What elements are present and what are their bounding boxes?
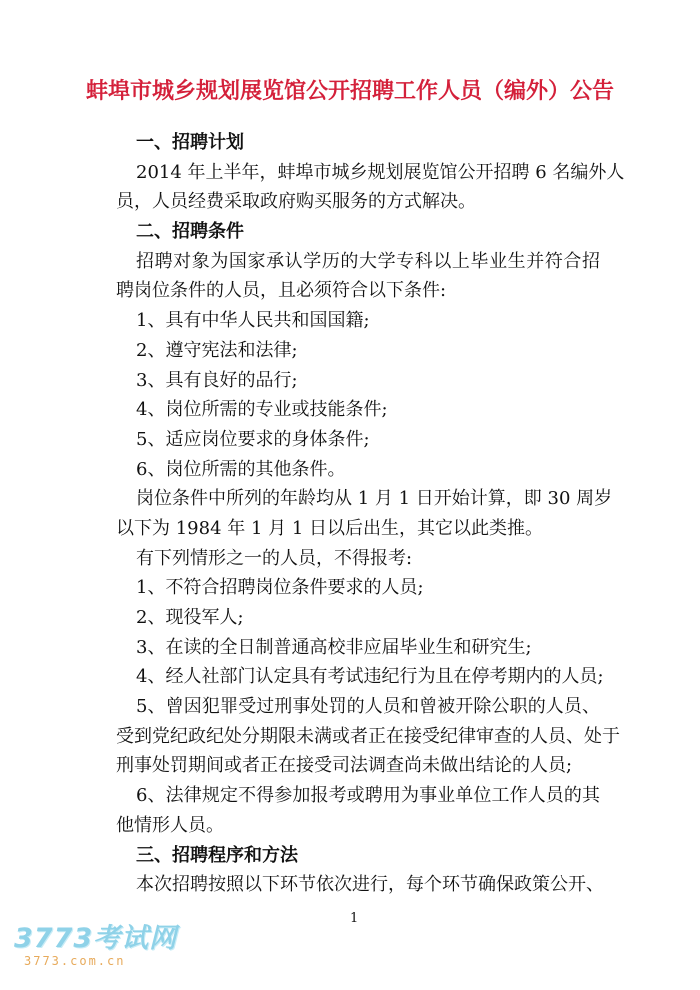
paragraph-line: 受到党纪政纪处分期限未满或者正在接受纪律审查的人员、处于 [116,725,620,747]
list-item: 5、曾因犯罪受过刑事处罚的人员和曾被开除公职的人员、 [136,696,600,718]
list-item: 6、岗位所需的其他条件。 [136,458,346,480]
list-item: 2、现役军人; [136,607,244,628]
paragraph-line: 聘岗位条件的人员，且必须符合以下条件: [116,280,447,302]
paragraph-line: 招聘对象为国家承认学历的大学专科以上毕业生并符合招 [136,250,600,272]
paragraph-line: 他情形人员。 [116,814,224,836]
list-item: 6、法律规定不得参加报考或聘用为事业单位工作人员的其 [136,785,600,807]
watermark-brand: 3773考试网 [14,923,178,954]
paragraph-line: 刑事处罚期间或者正在接受司法调查尚未做出结论的人员; [116,755,573,777]
section-heading-plan: 一、招聘计划 [136,132,244,153]
paragraph-line: 员，人员经费采取政府购买服务的方式解决。 [116,191,476,213]
list-item: 3、在读的全日制普通高校非应届毕业生和研究生; [136,636,532,658]
document-title: 蚌埠市城乡规划展览馆公开招聘工作人员（编外）公告 [85,79,614,104]
section-heading-conditions: 二、招聘条件 [136,221,244,243]
paragraph-line: 2014 年上半年，蚌埠市城乡规划展览馆公开招聘 6 名编外人 [136,161,625,183]
paragraph-line: 岗位条件中所列的年龄均从 1 月 1 日开始计算，即 30 周岁 [136,488,613,510]
paragraph-line: 有下列情形之一的人员，不得报考: [136,547,413,569]
list-item: 2、遵守宪法和法律; [136,339,298,361]
paragraph-line: 以下为 1984 年 1 月 1 日以后出生，其它以此类推。 [116,517,544,539]
list-item: 1、具有中华人民共和国国籍; [136,310,370,332]
section-heading-procedure: 三、招聘程序和方法 [136,844,298,866]
list-item: 3、具有良好的品行; [136,369,298,391]
document-body [116,128,625,900]
list-item: 5、适应岗位要求的身体条件; [136,428,370,450]
list-item: 4、岗位所需的专业或技能条件; [136,399,388,421]
list-item: 4、经人社部门认定具有考试违纪行为且在停考期内的人员; [136,666,604,688]
paragraph-line: 本次招聘按照以下环节依次进行，每个环节确保政策公开、 [136,874,604,896]
site-watermark-logo [14,924,184,980]
watermark-url: 3773.com.cn [24,954,126,968]
page-number: 1 [350,911,359,926]
list-item: 1、不符合招聘岗位条件要求的人员; [136,577,424,599]
